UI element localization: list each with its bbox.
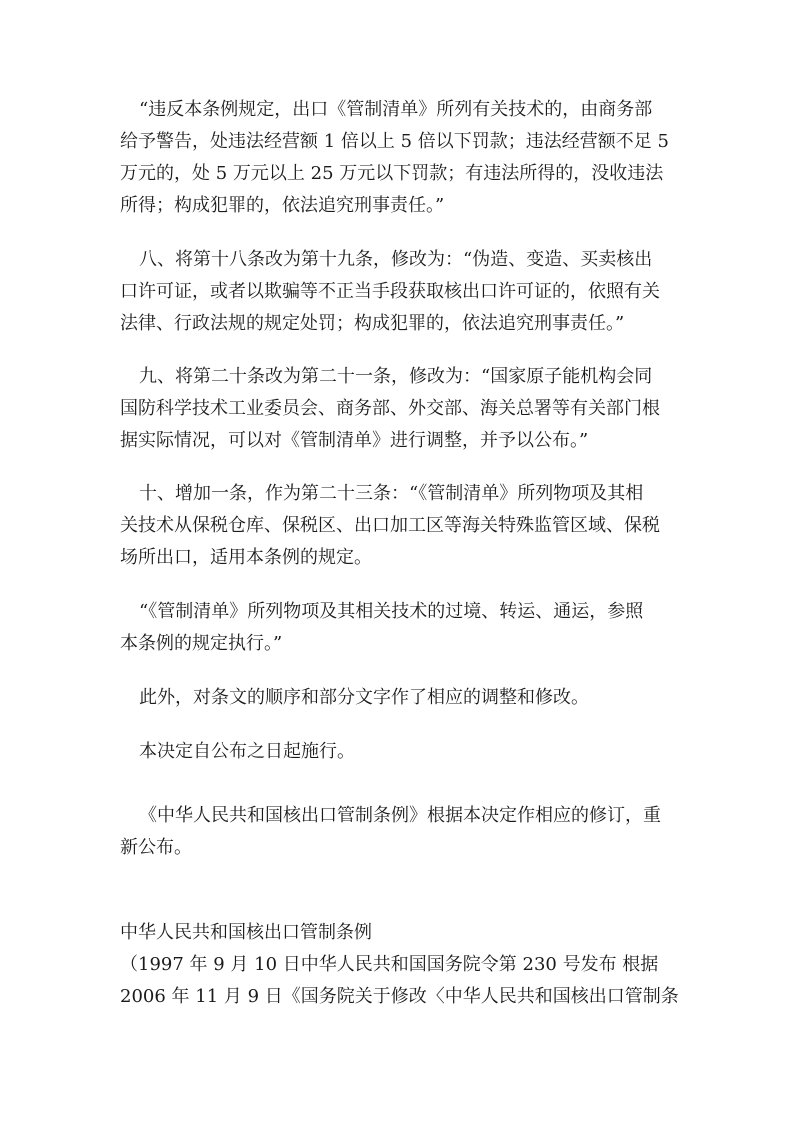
text-line: 2006 年 11 月 9 日《国务院关于修改〈中华人民共和国核出口管制条	[120, 986, 679, 1007]
text-line: 国防科学技术工业委员会、商务部、外交部、海关总署等有关部门根	[120, 398, 660, 419]
text-line: 关技术从保税仓库、保税区、出口加工区等海关特殊监管区域、保税	[120, 515, 660, 536]
text-line: 本决定自公布之日起施行。	[139, 741, 355, 762]
text-line: 十、增加一条，作为第二十三条：“《管制清单》所列物项及其相	[139, 483, 644, 504]
text-line: 此外，对条文的顺序和部分文字作了相应的调整和修改。	[139, 687, 589, 708]
text-line: 《中华人民共和国核出口管制条例》根据本决定作相应的修订，重	[139, 805, 661, 826]
text-line: （1997 年 9 月 10 日中华人民共和国国务院令第 230 号发布 根据	[120, 954, 659, 975]
text-line: “《管制清单》所列物项及其相关技术的过境、转运、通运，参照	[139, 601, 644, 622]
text-line: 所得；构成犯罪的，依法追究刑事责任。”	[120, 195, 445, 216]
text-line: 八、将第十八条改为第十九条，修改为：“伪造、变造、买卖核出	[139, 249, 653, 270]
text-line: 给予警告，处违法经营额 1 倍以上 5 倍以下罚款；违法经营额不足 5	[120, 131, 669, 152]
text-line: 九、将第二十条改为第二十一条，修改为：“国家原子能机构会同	[139, 366, 653, 387]
text-line: 场所出口，适用本条例的规定。	[120, 547, 372, 568]
text-line: “违反本条例规定，出口《管制清单》所列有关技术的，由商务部	[139, 99, 653, 120]
text-line: 万元的，处 5 万元以上 25 万元以下罚款；有违法所得的，没收违法	[120, 163, 664, 184]
text-line: 法律、行政法规的规定处罚；构成犯罪的，依法追究刑事责任。”	[120, 313, 625, 334]
text-line: 据实际情况，可以对《管制清单》进行调整，并予以公布。”	[120, 430, 589, 451]
regulation-title: 中华人民共和国核出口管制条例	[120, 922, 372, 943]
text-line: 新公布。	[120, 837, 192, 858]
text-line: 本条例的规定执行。”	[120, 633, 283, 654]
text-line: 口许可证，或者以欺骗等不正当手段获取核出口许可证的，依照有关	[120, 281, 660, 302]
